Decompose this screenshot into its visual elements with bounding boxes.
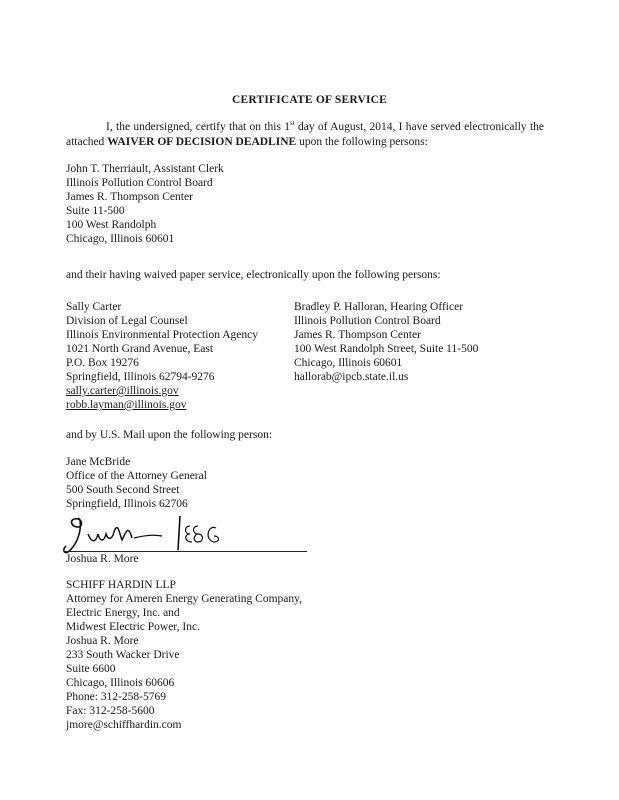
email-link[interactable]: robb.layman@illinois.gov [66, 399, 187, 411]
address-line: Suite 6600 [66, 663, 116, 675]
address-line: Illinois Environmental Protection Agency [66, 329, 258, 341]
address-line: Suite 11-500 [66, 205, 125, 217]
clerk-address-block [66, 162, 224, 246]
signature-stroke [134, 535, 162, 538]
waived-service-text: and their having waived paper service, electronically upon the following persons: [66, 269, 441, 281]
intro-part2: day of August, 2014, I have served electronically the attached [66, 121, 544, 148]
address-line: Joshua R. More [66, 635, 139, 647]
us-mail-text: and by U.S. Mail upon the following person: [66, 429, 273, 441]
address-line: Office of the Attorney General [66, 470, 207, 482]
address-line: Sally Carter [66, 301, 122, 313]
phone-line: Phone: 312-258-5769 [66, 691, 166, 703]
address-line: Illinois Pollution Control Board [66, 177, 213, 189]
address-line: Springfield, Illinois 62794-9276 [66, 371, 215, 383]
signature-initials [186, 526, 219, 542]
document-title: CERTIFICATE OF SERVICE [231, 94, 388, 106]
address-line: Electric Energy, Inc. and [66, 607, 180, 619]
address-line: Chicago, Illinois 60601 [294, 357, 403, 369]
address-line: James R. Thompson Center [66, 191, 193, 203]
firm-name: SCHIFF HARDIN LLP [66, 579, 176, 591]
address-line: P.O. Box 19276 [66, 357, 139, 369]
address-line: John T. Therriault, Assistant Clerk [66, 163, 224, 175]
signer-name: Joshua R. More [66, 553, 139, 565]
address-line: Chicago, Illinois 60606 [66, 677, 175, 689]
address-line: Division of Legal Counsel [66, 315, 188, 327]
address-line: Illinois Pollution Control Board [294, 315, 441, 327]
email-link[interactable]: sally.carter@illinois.gov [66, 385, 179, 397]
fax-line: Fax: 312-258-5600 [66, 705, 155, 717]
address-line: 1021 North Grand Avenue, East [66, 343, 214, 355]
address-line: 100 West Randolph Street, Suite 11-500 [294, 343, 479, 355]
signature-stroke [88, 528, 132, 541]
address-line: Chicago, Illinois 60601 [66, 233, 175, 245]
hearing-officer-address-block [294, 300, 478, 384]
intro-part1: I, the undersigned, certify that on this 1 [106, 121, 290, 133]
handwritten-signature [62, 512, 252, 556]
intro-part3: upon the following persons: [296, 136, 428, 148]
address-line: Springfield, Illinois 62706 [66, 498, 188, 510]
address-line: Jane McBride [66, 456, 131, 468]
firm-address-block [66, 578, 302, 732]
address-line: Midwest Electric Power, Inc. [66, 621, 200, 633]
document-name: WAIVER OF DECISION DEADLINE [107, 136, 297, 148]
address-line: Bradley P. Halloran, Hearing Officer [294, 301, 464, 313]
epa-address-block [66, 300, 258, 412]
signature-stroke [64, 518, 82, 553]
date-superscript: st [290, 119, 295, 128]
email-text: hallorab@ipcb.state.il.us [294, 371, 409, 383]
attorney-general-address-block [66, 455, 207, 511]
address-line: Attorney for Ameren Energy Generating Company, [66, 593, 303, 605]
address-line: 500 South Second Street [66, 484, 180, 496]
certification-paragraph [66, 120, 544, 150]
address-line: James R. Thompson Center [294, 329, 421, 341]
email-text: jmore@schiffhardin.com [66, 719, 182, 731]
address-line: 233 South Wacker Drive [66, 649, 180, 661]
address-line: 100 West Randolph [66, 219, 157, 231]
signature-slash [178, 516, 180, 550]
